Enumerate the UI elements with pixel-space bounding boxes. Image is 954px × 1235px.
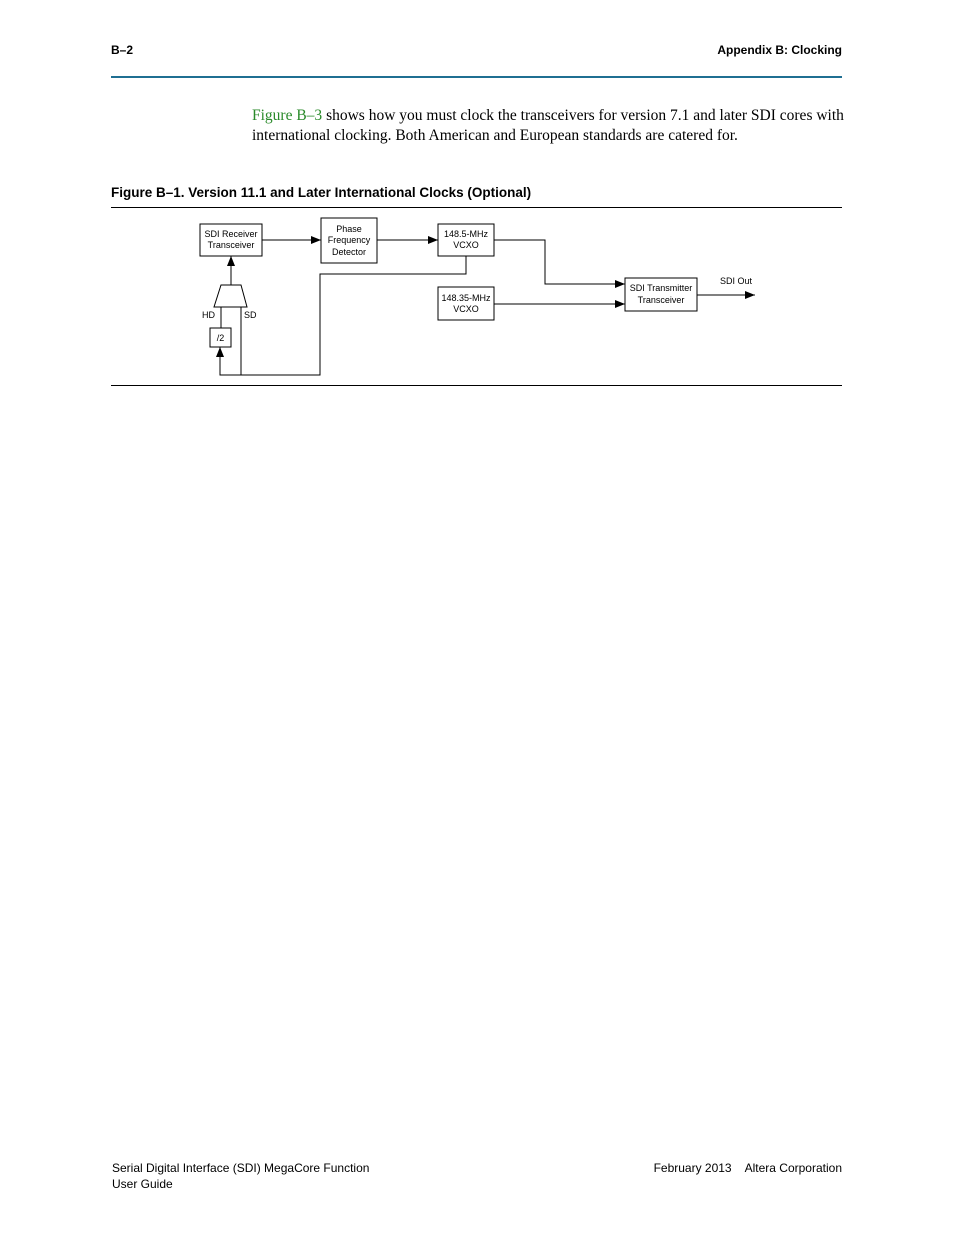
phase-detector-label-1: Phase <box>336 224 362 234</box>
divider-block <box>210 328 231 347</box>
figure-title: Figure B–1. Version 11.1 and Later International Clocks (Optional) <box>111 185 532 200</box>
footer-doc-title: Serial Digital Interface (SDI) MegaCore Function <box>112 1161 370 1175</box>
hd-label: HD <box>202 310 215 320</box>
vcxo-148-5-label-2: VCXO <box>453 240 479 250</box>
multiplexer-shape <box>214 285 247 307</box>
footer-right <box>654 1160 842 1176</box>
sdi-receiver-block <box>200 224 262 256</box>
phase-detector-label-2: Frequency <box>327 235 371 245</box>
section-title: Appendix B: Clocking <box>717 43 842 57</box>
footer-doc-subtitle: User Guide <box>112 1177 173 1191</box>
footer-company: Altera Corporation <box>744 1161 842 1175</box>
page-number: B–2 <box>111 43 134 57</box>
footer-left <box>112 1160 369 1192</box>
intro-text: shows how you must clock the transceivers for version 7.1 and later SDI cores with international clocking. Both American and European standards are catered for. <box>252 107 844 144</box>
sdi-transmitter-block <box>625 278 697 311</box>
sdi-transmitter-label-2: Transceiver <box>637 295 685 305</box>
phase-detector-block <box>321 218 377 263</box>
vcxo-148-5-block <box>438 224 494 256</box>
vcxo-148-35-label-2: VCXO <box>453 304 479 314</box>
vcxo-148-35-block <box>438 287 494 320</box>
footer-date: February 2013 <box>653 1161 732 1175</box>
sdi-receiver-label-2: Transceiver <box>207 240 255 250</box>
figure-link[interactable]: Figure B–3 <box>252 107 323 124</box>
clocking-diagram <box>0 0 954 400</box>
sdi-out-label: SDI Out <box>720 276 753 286</box>
sd-label: SD <box>244 310 257 320</box>
sdi-receiver-label-1: SDI Receiver <box>204 229 258 239</box>
sdi-transmitter-label-1: SDI Transmitter <box>629 283 693 293</box>
phase-detector-label-3: Detector <box>331 247 367 257</box>
divider-label: /2 <box>216 333 225 343</box>
vcxo-148-5-label-1: 148.5-MHz <box>443 229 489 239</box>
vcxo-148-35-label-1: 148.35-MHz <box>441 293 491 303</box>
